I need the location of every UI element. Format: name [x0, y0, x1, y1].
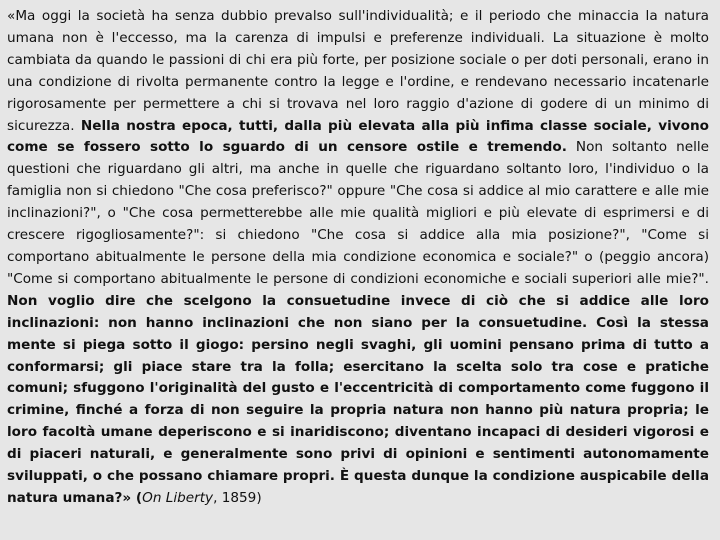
citation-title: On Liberty	[142, 489, 214, 506]
citation-year: , 1859)	[213, 489, 262, 506]
quote-paragraph	[7, 6, 709, 510]
quote-text-emphasis-censor: Nella nostra epoca, tutti, dalla più elevata alla più infima classe sociale, vivono come se fossero sotto lo sguardo di un censore ostile e tremendo.	[7, 117, 709, 156]
quote-text-emphasis-custom: Non voglio dire che scelgono la consuetudine invece di ciò che si addice alle loro inclinazioni: non hanno inclinazioni che non siano per la consuetudine. Così la stessa mente si piega sotto il giogo: persino negli svaghi, gli uomini pensano prima di tutto a conformarsi; gli piace stare tra la folla; esercitano la scelta solo tra cose e pratiche comuni; sfuggono l'originalità del gusto e l'eccentricità di comportamento come fuggono il crimine, finché a forza di non seguire la propria natura non hanno più natura propria; le loro facoltà umane deperiscono e si inaridiscono; diventano incapaci di desideri vigorosi e di piaceri naturali, e generalmente sono privi di opinioni e sentimenti autonomamente sviluppati, o che possano chiamare propri. È questa dunque la condizione auspicabile della natura umana?» (	[7, 292, 709, 506]
quote-text-intro: «Ma oggi la società ha senza dubbio prevalso sull'individualità; e il periodo che minaccia la natura umana non è l'eccesso, ma la carenza di impulsi e preferenze individuali. La situazione è molto cambiata da quando le passioni di chi era più forte, per posizione sociale o per doti personali, erano in una condizione di rivolta permanente contro la legge e l'ordine, e rendevano necessario incatenarle rigorosamente per permettere a chi si trovava nel loro raggio d'azione di godere di un minimo di sicurezza.	[7, 8, 709, 134]
quote-text-questions: Non soltanto nelle questioni che riguardano gli altri, ma anche in quelle che riguardano soltanto loro, l'individuo o la famiglia non si chiedono "Che cosa preferisco?" oppure "Che cosa si addice al mio carattere e alle mie inclinazioni?", o "Che cosa permetterebbe alle mie qualità migliori e più elevate di esprimersi e di crescere rigogliosamente?": si chiedono "Che cosa si addice alla mia posizione?", "Come si comportano abitualmente le persone della mia condizione economica e sociale?" o (peggio ancora) "Come si comportano abitualmente le persone di condizioni economiche e sociali superiori alle mie?".	[7, 139, 709, 287]
